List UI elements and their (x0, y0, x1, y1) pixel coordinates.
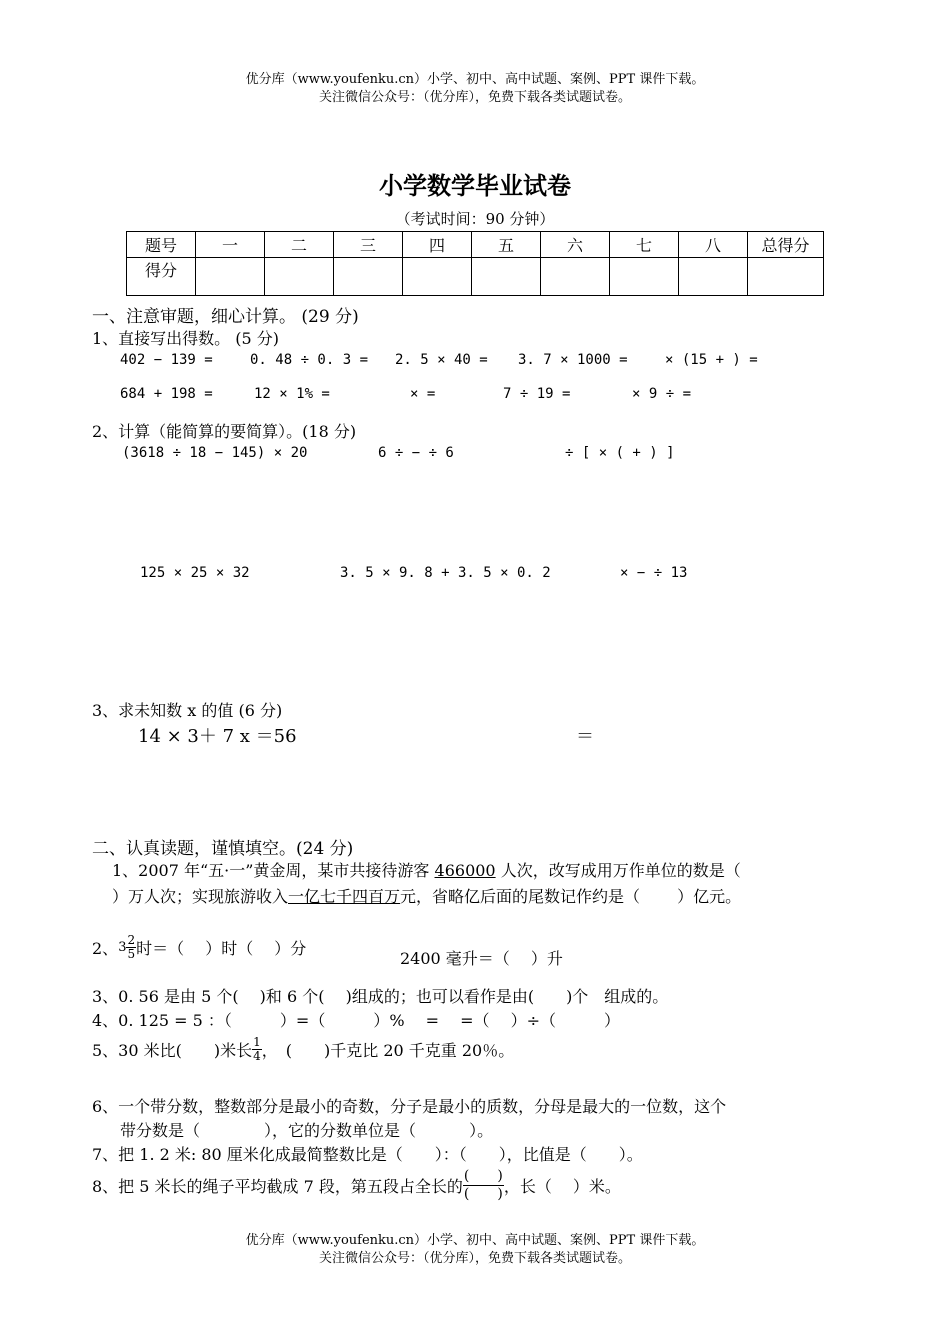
q2-8-text: 8、把 5 米长的绳子平均截成 7 段，第五段占全长的 (92, 1177, 463, 1196)
q2-8-line (92, 1168, 621, 1203)
section-2-title: 二、认真读题，谨慎填空。(24 分) (92, 839, 354, 859)
q2-2-fraction (126, 934, 136, 961)
fraction-denominator: 4 (253, 1049, 261, 1063)
q1-2-item: (3618 ÷ 18 − 145) × 20 (122, 445, 308, 461)
score-cell-empty (334, 258, 403, 296)
q1-1-item: 684 + 198 = (120, 386, 213, 402)
score-cell-empty (196, 258, 265, 296)
q1-1-item: 402 − 139 = (120, 352, 213, 368)
page-title: 小学数学毕业试卷 (379, 172, 571, 200)
q2-1-text: 人次，改写成用万作单位的数是（ (495, 861, 741, 880)
q2-1-text: 1、2007 年“五·一”黄金周，某市共接待游客 (112, 861, 435, 880)
score-table-cell: 七 (610, 232, 679, 258)
q1-2-item: 6 ÷ − ÷ 6 (378, 445, 454, 461)
q2-2-prefix: 2、 (92, 939, 119, 958)
footer-line-2: 关注微信公众号：（优分库），免费下载各类试题试卷。 (318, 1251, 631, 1266)
section-1-title: 一、注意审题，细心计算。 (29 分) (92, 307, 359, 327)
score-row-label: 得分 (127, 258, 196, 296)
q2-5-fraction (252, 1036, 262, 1063)
score-cell-empty (265, 258, 334, 296)
question-1-3-title: 3、求未知数 x 的值 (6 分) (92, 701, 283, 720)
q2-2-text-b: 2400 毫升＝（ ）升 (400, 949, 563, 968)
q2-7-line: 7、把 1. 2 米: 80 厘米化成最简整数比是（ ）：（ ），比值是（ ）。 (92, 1145, 643, 1164)
q2-6-line-2: 带分数是（ ），它的分数单位是（ ）。 (120, 1121, 494, 1140)
header-line-2: 关注微信公众号：（优分库），免费下载各类试题试卷。 (318, 90, 631, 105)
q1-1-item: 12 × 1% = (254, 386, 330, 402)
score-cell-empty (679, 258, 748, 296)
footer-line-1: 优分库（www.youfenku.cn）小学、初中、高中试题、案例、PPT 课件下载。 (245, 1233, 705, 1248)
q1-2-item: ÷ [ × ( + ) ] (565, 445, 675, 461)
score-cell-empty (541, 258, 610, 296)
q2-1-underlined-amount: 一亿七千四百万 (288, 887, 401, 906)
score-table-cell: 题号 (127, 232, 196, 258)
q1-3-equation-1: 14 × 3＋ 7 x ＝56 (138, 726, 297, 747)
q1-2-item: × − ÷ 13 (620, 565, 688, 581)
fraction-numerator: 1 (253, 1035, 261, 1049)
score-table-score-row (127, 258, 824, 296)
exam-time: （考试时间：90 分钟） (395, 210, 555, 228)
score-table-cell: 总得分 (748, 232, 824, 258)
q2-1-underlined-number: 466000 (434, 861, 496, 880)
q1-2-item: 3. 5 × 9. 8 + 3. 5 × 0. 2 (340, 565, 551, 581)
score-table-cell: 三 (334, 232, 403, 258)
q2-2-line (92, 934, 306, 961)
q2-1-text: ）万人次；实现旅游收入 (112, 887, 289, 906)
score-table (126, 231, 824, 296)
q1-1-item: 2. 5 × 40 = (395, 352, 488, 368)
fraction-denominator: 5 (127, 947, 136, 961)
score-cell-empty (748, 258, 824, 296)
score-table-cell: 二 (265, 232, 334, 258)
header-line-1: 优分库（www.youfenku.cn）小学、初中、高中试题、案例、PPT 课件下载。 (245, 72, 705, 87)
score-table-cell: 五 (472, 232, 541, 258)
fraction-numerator: ( ) (463, 1168, 503, 1184)
score-cell-empty (403, 258, 472, 296)
q2-5-text: ， ( )千克比 20 千克重 20％。 (261, 1041, 515, 1060)
score-table-cell: 六 (541, 232, 610, 258)
q1-1-item: 3. 7 × 1000 = (518, 352, 628, 368)
score-table-cell: 四 (403, 232, 472, 258)
q2-8-text: ，长（ ）米。 (503, 1177, 621, 1196)
q2-5-text: 5、30 米比( )米长 (92, 1041, 253, 1060)
q2-2-text: 时＝（ ）时（ ）分 (136, 939, 307, 958)
score-cell-empty (610, 258, 679, 296)
q2-8-fraction (463, 1168, 504, 1203)
q1-2-item: 125 × 25 × 32 (140, 565, 250, 581)
question-1-1-title: 1、直接写出得数。 (5 分) (92, 329, 280, 348)
q1-1-item: 7 ÷ 19 = (503, 386, 571, 402)
score-table-cell: 八 (679, 232, 748, 258)
q2-1-line-1 (112, 858, 741, 881)
q2-6-line-1: 6、一个带分数，整数部分是最小的奇数，分子是最小的质数，分母是最大的一位数，这个 (92, 1097, 727, 1116)
fraction-numerator: 2 (127, 933, 136, 947)
q1-3-equation-2: ＝ (576, 726, 594, 747)
q1-1-item: 0. 48 ÷ 0. 3 = (250, 352, 369, 368)
q1-1-item: × 9 ÷ = (632, 386, 692, 402)
q2-2-mixed-whole: 3 (118, 940, 127, 955)
q2-4-line: 4、0. 125 = 5 ：（ ）=（ ）% = =（ ）÷（ ） (92, 1011, 621, 1030)
q1-1-item: × = (410, 386, 436, 402)
q1-1-item: × (15 + ) = (665, 352, 758, 368)
score-table-header-row (127, 232, 824, 258)
q2-1-line-2 (112, 884, 741, 907)
q2-1-text: 元，省略亿后面的尾数记作约是（ ）亿元。 (400, 887, 742, 906)
score-cell-empty (472, 258, 541, 296)
q2-3-line: 3、0. 56 是由 5 个( )和 6 个( )组成的；也可以看作是由( )个 组成的。 (92, 987, 669, 1006)
question-1-2-title: 2、计算（能简算的要简算）。(18 分) (92, 422, 357, 441)
score-table-cell: 一 (196, 232, 265, 258)
fraction-denominator: ( ) (463, 1186, 503, 1202)
q2-5-line (92, 1036, 514, 1063)
